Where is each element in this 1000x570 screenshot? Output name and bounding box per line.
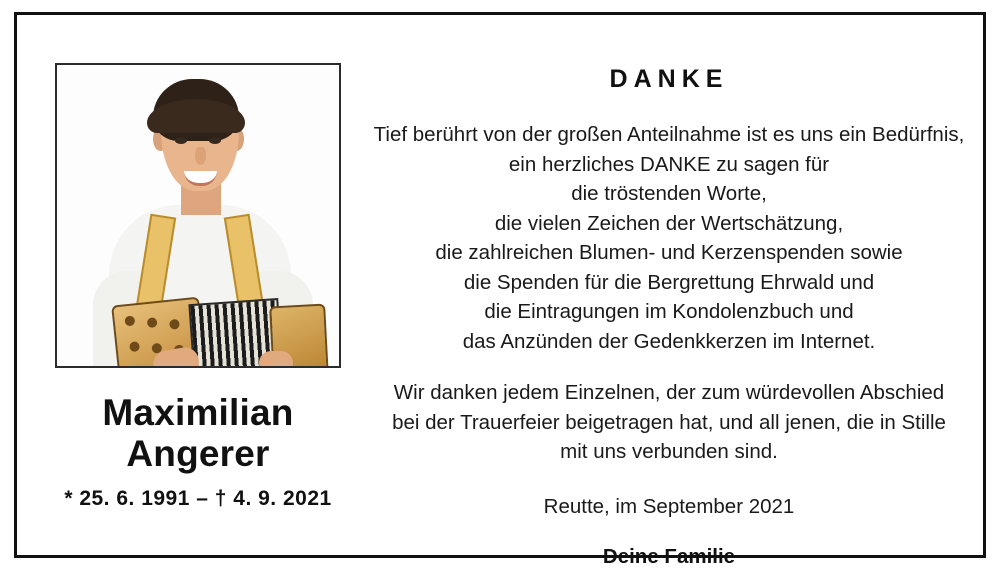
deceased-first-name: Maximilian [102, 392, 294, 433]
thank-you-heading: DANKE [609, 65, 729, 93]
memorial-right-column [369, 65, 969, 569]
thank-you-paragraph-1 [369, 120, 969, 356]
paragraph-2-line: mit uns verbunden sind. [560, 440, 778, 464]
paragraph-1-line: die zahlreichen Blumen- und Kerzenspenden sowie [435, 241, 903, 265]
paragraph-1-line: ein herzliches DANKE zu sagen für [508, 152, 830, 176]
photo-eye-left [175, 137, 187, 144]
paragraph-1-line: die vielen Zeichen der Wertschätzung, [494, 211, 844, 235]
paragraph-1-line: die Spenden für die Bergrettung Ehrwald und [463, 270, 875, 294]
photo-hand-right [259, 351, 293, 366]
deceased-last-name: Angerer [126, 433, 270, 475]
memorial-card [14, 12, 986, 568]
signature: Deine Familie [602, 544, 736, 568]
paragraph-1-line: das Anzünden der Gedenkkerzen im Internet. [462, 329, 876, 353]
paragraph-2-line: bei der Trauerfeier beigetragen hat, und all jenen, die in Stille [392, 410, 946, 434]
deceased-name [33, 392, 363, 475]
portrait-frame [55, 63, 341, 368]
photo-nose [195, 147, 206, 165]
photo-eye-right [209, 137, 221, 144]
paragraph-1-line: Tief berührt von der großen Anteilnahme ist es uns ein Bedürfnis, [373, 123, 965, 146]
place-and-date: Reutte, im September 2021 [543, 494, 795, 518]
memorial-left-column [33, 63, 363, 511]
paragraph-1-line: die Eintragungen im Kondolenzbuch und [484, 300, 854, 324]
portrait-photo [57, 65, 339, 366]
thank-you-paragraph-2 [369, 378, 969, 467]
deceased-dates: * 25. 6. 1991 – † 4. 9. 2021 [64, 486, 332, 510]
paragraph-2-line: Wir danken jedem Einzelnen, der zum würdevollen Abschied [393, 381, 945, 405]
paragraph-1-line: die tröstenden Worte, [571, 182, 767, 206]
photo-hair [153, 79, 239, 141]
